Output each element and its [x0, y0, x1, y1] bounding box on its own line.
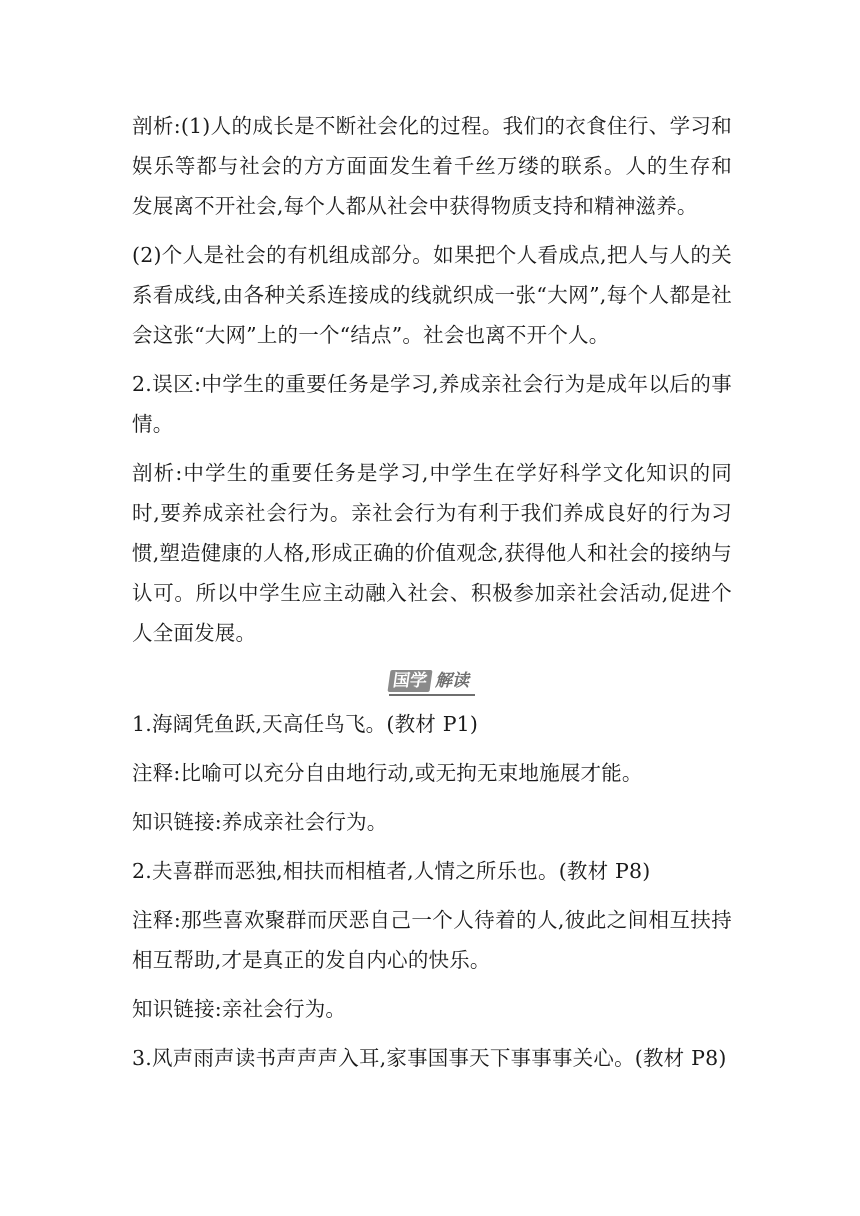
quote-1: 1.海阔凭鱼跃,天高任鸟飞。(教材 P1) — [132, 712, 479, 736]
quote-2-link: 知识链接:亲社会行为。 — [132, 997, 347, 1021]
document-page — [132, 106, 732, 1087]
section-header-guoxue-jiedu — [132, 662, 732, 702]
section-badge-label-a: 国学 — [387, 670, 432, 692]
quote-1-note: 注释:比喻可以充分自由地行动,或无拘无束地施展才能。 — [132, 761, 643, 785]
analysis-paragraph-3: 剖析:中学生的重要任务是学习,中学生在学好科学文化知识的同时,要养成亲社会行为。亲社会行为有利于我们养成良好的行为习惯,塑造健康的人格,形成正确的价值观念,获得他人和社会的接纳与认可。所以中学生应主动融入社会、积极参加亲社会活动,促进个人全面发展。 — [132, 461, 732, 645]
quote-3: 3.风声雨声读书声声声入耳,家事国事天下事事事关心。(教材 P8) — [132, 1046, 727, 1070]
section-badge — [389, 669, 475, 696]
misconception-2: 2.误区:中学生的重要任务是学习,养成亲社会行为是成年以后的事情。 — [132, 372, 732, 436]
analysis-paragraph-2: (2)个人是社会的有机组成部分。如果把个人看成点,把人与人的关系看成线,由各种关系连接成的线就织成一张“大网”,每个人都是社会这张“大网”上的一个“结点”。社会也离不开个人。 — [132, 243, 732, 347]
analysis-paragraph-1: 剖析:(1)人的成长是不断社会化的过程。我们的衣食住行、学习和娱乐等都与社会的方方面面发生着千丝万缕的联系。人的生存和发展离不开社会,每个人都从社会中获得物质支持和精神滋养。 — [132, 114, 732, 218]
quote-2-note: 注释:那些喜欢聚群而厌恶自己一个人待着的人,彼此之间相互扶持相互帮助,才是真正的发自内心的快乐。 — [132, 908, 732, 972]
section-badge-label-b: 解读 — [435, 670, 469, 691]
quote-2: 2.夫喜群而恶独,相扶而相植者,人情之所乐也。(教材 P8) — [132, 859, 651, 883]
quote-1-link: 知识链接:养成亲社会行为。 — [132, 810, 388, 834]
